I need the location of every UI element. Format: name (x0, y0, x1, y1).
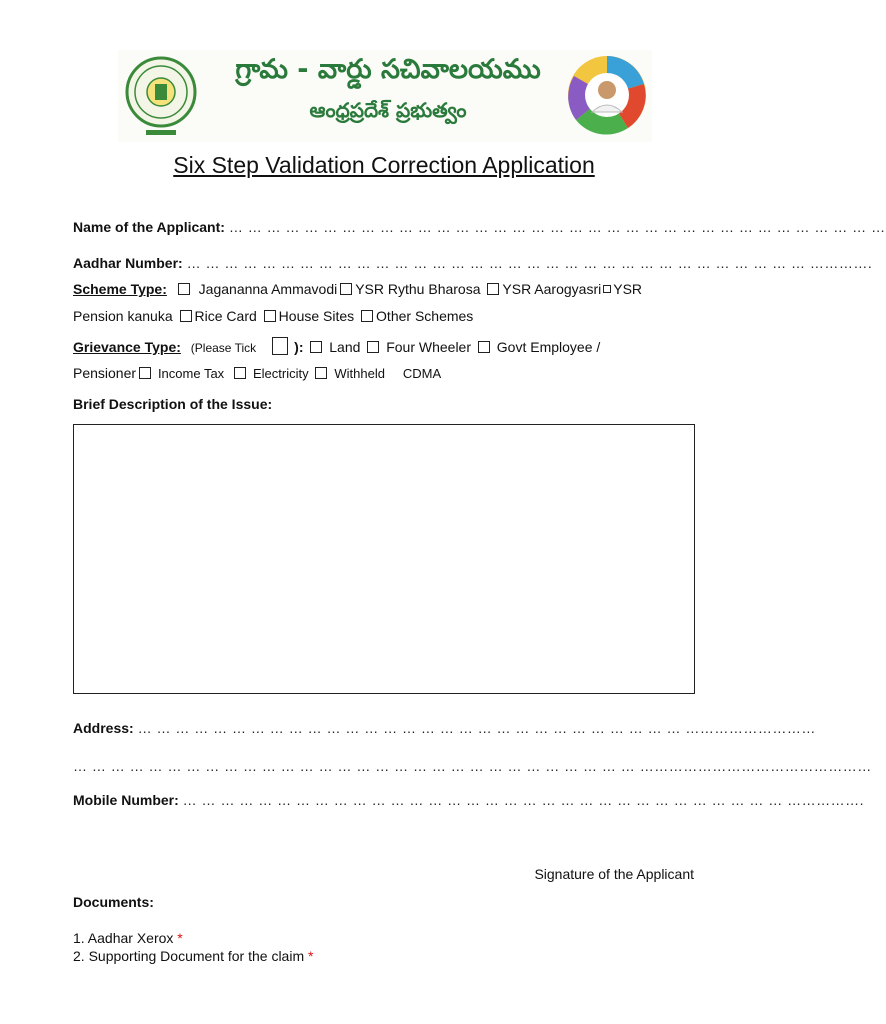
option-govt-employee: Govt Employee / (496, 339, 601, 355)
checkbox-income-tax[interactable] (234, 367, 246, 379)
option-withheld: Withheld (334, 366, 385, 381)
checkbox-ysr-rythu-bharosa[interactable] (340, 283, 352, 295)
checkbox-four-wheeler[interactable] (367, 341, 379, 353)
documents-label: Documents: (73, 894, 154, 910)
checkbox-jagananna-ammavodi[interactable] (178, 283, 190, 295)
document-item (73, 930, 183, 946)
header-telugu-subtitle: ఆంధ్రప్రదేశ్ ప్రభుత్వం (309, 98, 467, 122)
document-item-aadhar: 1. Aadhar Xerox (73, 930, 174, 946)
page-title: Six Step Validation Correction Application (173, 152, 595, 178)
option-rice-card: Rice Card (194, 308, 257, 324)
option-four-wheeler: Four Wheeler (386, 339, 472, 355)
scheme-type-label: Scheme Type: (73, 281, 167, 297)
option-land: Land (329, 339, 361, 355)
checkbox-ysr-aarogyasri[interactable] (487, 283, 499, 295)
option-electricity: Electricity (252, 366, 309, 381)
grievance-row-1 (73, 337, 600, 355)
ap-emblem-icon (122, 54, 200, 138)
scheme-row-1 (73, 281, 642, 297)
checkbox-govt-employee[interactable] (478, 341, 490, 353)
name-field-row (73, 219, 886, 235)
signature-label: Signature of the Applicant (534, 866, 694, 882)
header-telugu-title: గ్రామ - వార్డు సచివాలయము (235, 54, 541, 85)
tick-sample-box (272, 337, 288, 355)
mobile-field-row (73, 792, 864, 808)
address-field-row (73, 720, 816, 736)
required-mark: * (308, 948, 314, 964)
mobile-label: Mobile Number: (73, 792, 179, 808)
option-other-schemes: Other Schemes (376, 308, 474, 324)
option-jagananna-ammavodi: Jagananna Ammavodi (198, 281, 338, 297)
description-label: Brief Description of the Issue: (73, 396, 273, 412)
please-tick-close: ): (294, 339, 304, 355)
address-row-2 (73, 758, 872, 774)
mobile-input-line[interactable]: … … … … … … … … … … … … … … … … … … … … … … … … … … … … … … … … ……………. (182, 792, 865, 808)
grievance-row-2 (73, 365, 441, 381)
aadhar-label: Aadhar Number: (73, 255, 183, 271)
checkbox-house-sites[interactable] (264, 310, 276, 322)
option-pension-kanuka: Pension kanuka (73, 308, 173, 324)
please-tick-note: (Please Tick (190, 341, 257, 355)
checkbox-land[interactable] (310, 341, 322, 353)
address-input-line-1[interactable]: … … … … … … … … … … … … … … … … … … … … … … … … … … … … … ……………………… (137, 720, 816, 736)
grievance-type-label: Grievance Type: (73, 339, 181, 355)
description-textarea[interactable] (73, 424, 695, 694)
option-house-sites: House Sites (278, 308, 355, 324)
header-banner (118, 50, 652, 142)
checkbox-pensioner[interactable] (139, 367, 151, 379)
option-ysr-aarogyasri: YSR Aarogyasri (502, 281, 602, 297)
option-cdma: CDMA (402, 366, 442, 381)
aadhar-field-row (73, 255, 872, 271)
checkbox-other-schemes[interactable] (361, 310, 373, 322)
document-item-supporting: 2. Supporting Document for the claim (73, 948, 305, 964)
required-mark: * (177, 930, 183, 946)
address-input-line-2[interactable]: … … … … … … … … … … … … … … … … … … … … … … … … … … … … … … ………………………………………… (73, 758, 872, 774)
address-label: Address: (73, 720, 134, 736)
name-input-line[interactable]: … … … … … … … … … … … … … … … … … … … … … … … … … … … … … … … … … … … (228, 219, 886, 235)
portrait-badge-icon (566, 54, 648, 136)
aadhar-input-line[interactable]: … … … … … … … … … … … … … … … … … … … … … … … … … … … … … … … … … …………. (186, 255, 873, 271)
option-ysr-rythu-bharosa: YSR Rythu Bharosa (355, 281, 481, 297)
checkbox-electricity[interactable] (315, 367, 327, 379)
option-ysr: YSR (613, 281, 643, 297)
option-income-tax: Income Tax (157, 366, 225, 381)
checkbox-rice-card[interactable] (180, 310, 192, 322)
document-item (73, 948, 313, 964)
name-label: Name of the Applicant: (73, 219, 225, 235)
option-pensioner: Pensioner (73, 365, 137, 381)
scheme-row-2 (73, 308, 473, 324)
checkbox-ysr-pension[interactable] (603, 285, 611, 293)
